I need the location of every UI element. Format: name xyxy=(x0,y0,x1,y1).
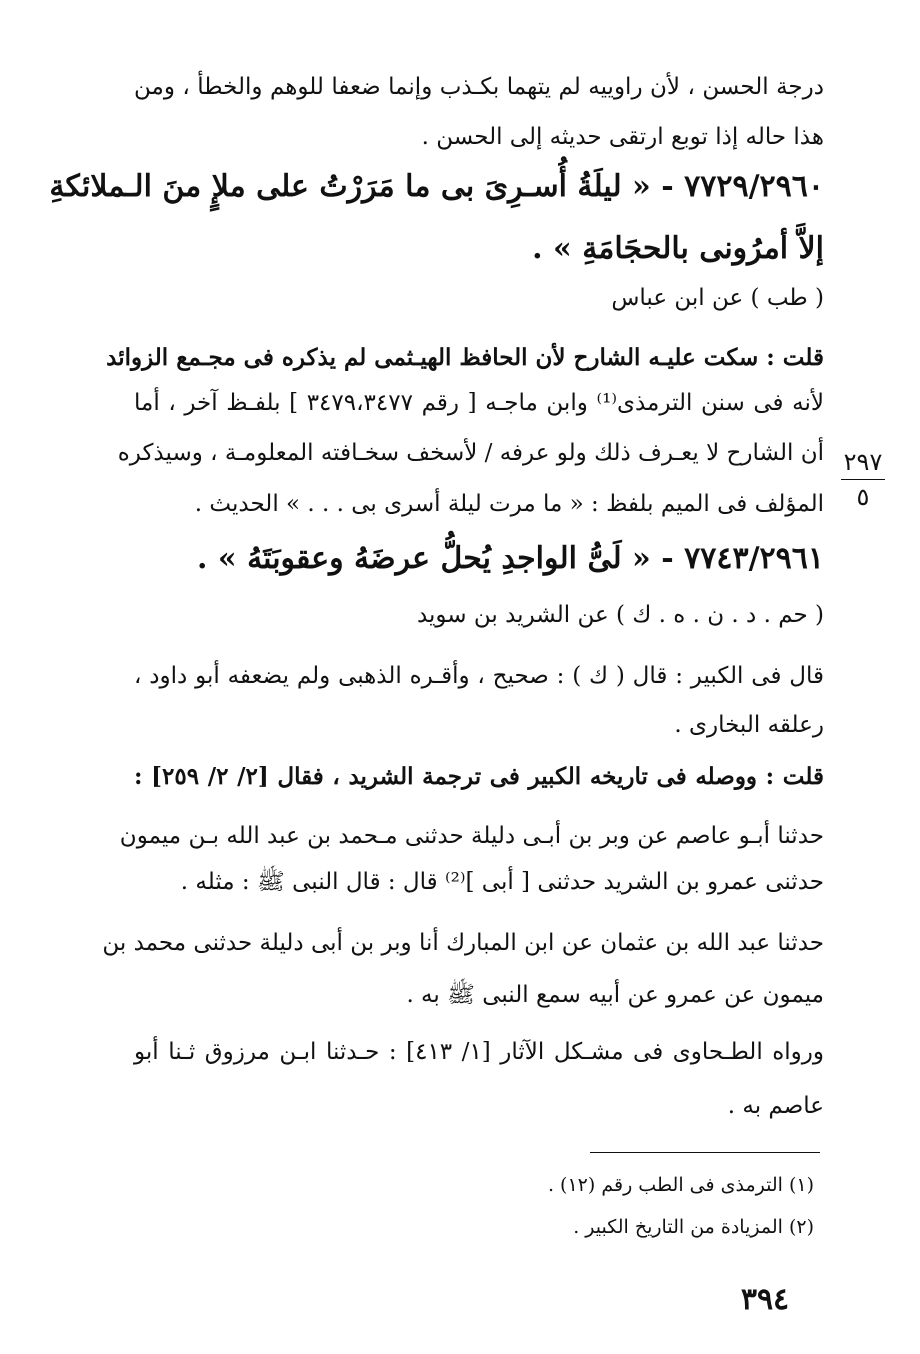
isnad-line: ميمون عن عمرو عن أبيه سمع النبى ﷺ به . xyxy=(406,982,824,1008)
margin-volume-page: ٢٩٧ xyxy=(843,448,883,476)
body-line: درجة الحسن ، لأن راوييه لم يتهما بكـذب وإنما ضعفا للوهم والخطأ ، ومن xyxy=(134,74,824,100)
commentary-line: قال فى الكبير : قال ( ك ) : صحيح ، وأقـره الذهبى ولم يضعفه أبو داود ، xyxy=(134,663,824,689)
footnote: (١) الترمذى فى الطب رقم (١٢) . xyxy=(547,1174,814,1196)
footnote: (٢) المزيادة من التاريخ الكبير . xyxy=(573,1216,814,1238)
commentary-line: قلت : سكت عليـه الشارح لأن الحافظ الهيـثمى لم يذكره فى مجـمع الزوائد xyxy=(106,344,824,371)
source-attribution: ( طب ) عن ابن عباس xyxy=(611,285,824,311)
isnad-line: حدثنا أبـو عاصم عن وبر بن أبـى دليلة حدثنى مـحمد بن عبد الله بـن ميمون xyxy=(119,823,824,849)
commentary-line: أن الشارح لا يعـرف ذلك ولو عرفه / لأسخف سخـافته المعلومـة ، وسيذكره xyxy=(117,440,824,466)
body-line: هذا حاله إذا توبع ارتقى حديثه إلى الحسن . xyxy=(421,124,824,150)
page-number: ٣٩٤ xyxy=(740,1282,790,1317)
margin-divider xyxy=(841,479,885,480)
commentary-line: المؤلف فى الميم بلفظ : « ما مرت ليلة أسرى بى . . . » الحديث . xyxy=(194,491,824,517)
isnad-line: عاصم به . xyxy=(727,1093,824,1119)
hadith-text: ٧٧٢٩/٢٩٦٠ - « ليلَةُ أُسـرِىَ بى ما مَرَرْتُ على ملإٍ منَ الـملائكةِ xyxy=(49,169,824,204)
footnote-divider xyxy=(590,1152,820,1153)
source-attribution: ( حم . د . ن . ه . ك ) عن الشريد بن سويد xyxy=(416,602,824,628)
margin-part: ٥ xyxy=(856,483,870,511)
isnad-line: حدثنا عبد الله بن عثمان عن ابن المبارك أنا وبر بن أبى دليلة حدثنى محمد بن xyxy=(102,930,824,956)
commentary-line: رعلقه البخارى . xyxy=(674,712,824,738)
commentary-line: لأنه فى سنن الترمذى⁽¹⁾ وابن ماجـه [ رقم ٣٤٧٩،٣٤٧٧ ] بلفـظ آخر ، أما xyxy=(134,390,824,416)
hadith-text: ٧٧٤٣/٢٩٦١ - « لَىُّ الواجدِ يُحلُّ عرضَهُ وعقوبَتَهُ » . xyxy=(196,541,824,576)
isnad-line: ورواه الطـحاوى فى مشـكل الآثار [١/ ٤١٣] : حـدثنا ابـن مرزوق ثـنا أبو xyxy=(134,1039,824,1065)
margin-reference xyxy=(838,448,888,511)
commentary-line: قلت : ووصله فى تاريخه الكبير فى ترجمة الشريد ، فقال [٢/ ٢/ ٢٥٩] : xyxy=(134,763,824,790)
hadith-text: إلاَّ أمرُونى بالحجَامَةِ » . xyxy=(532,231,824,266)
isnad-line: حدثنى عمرو بن الشريد حدثنى [ أبى ]⁽²⁾ قال : قال النبى ﷺ : مثله . xyxy=(180,869,824,895)
